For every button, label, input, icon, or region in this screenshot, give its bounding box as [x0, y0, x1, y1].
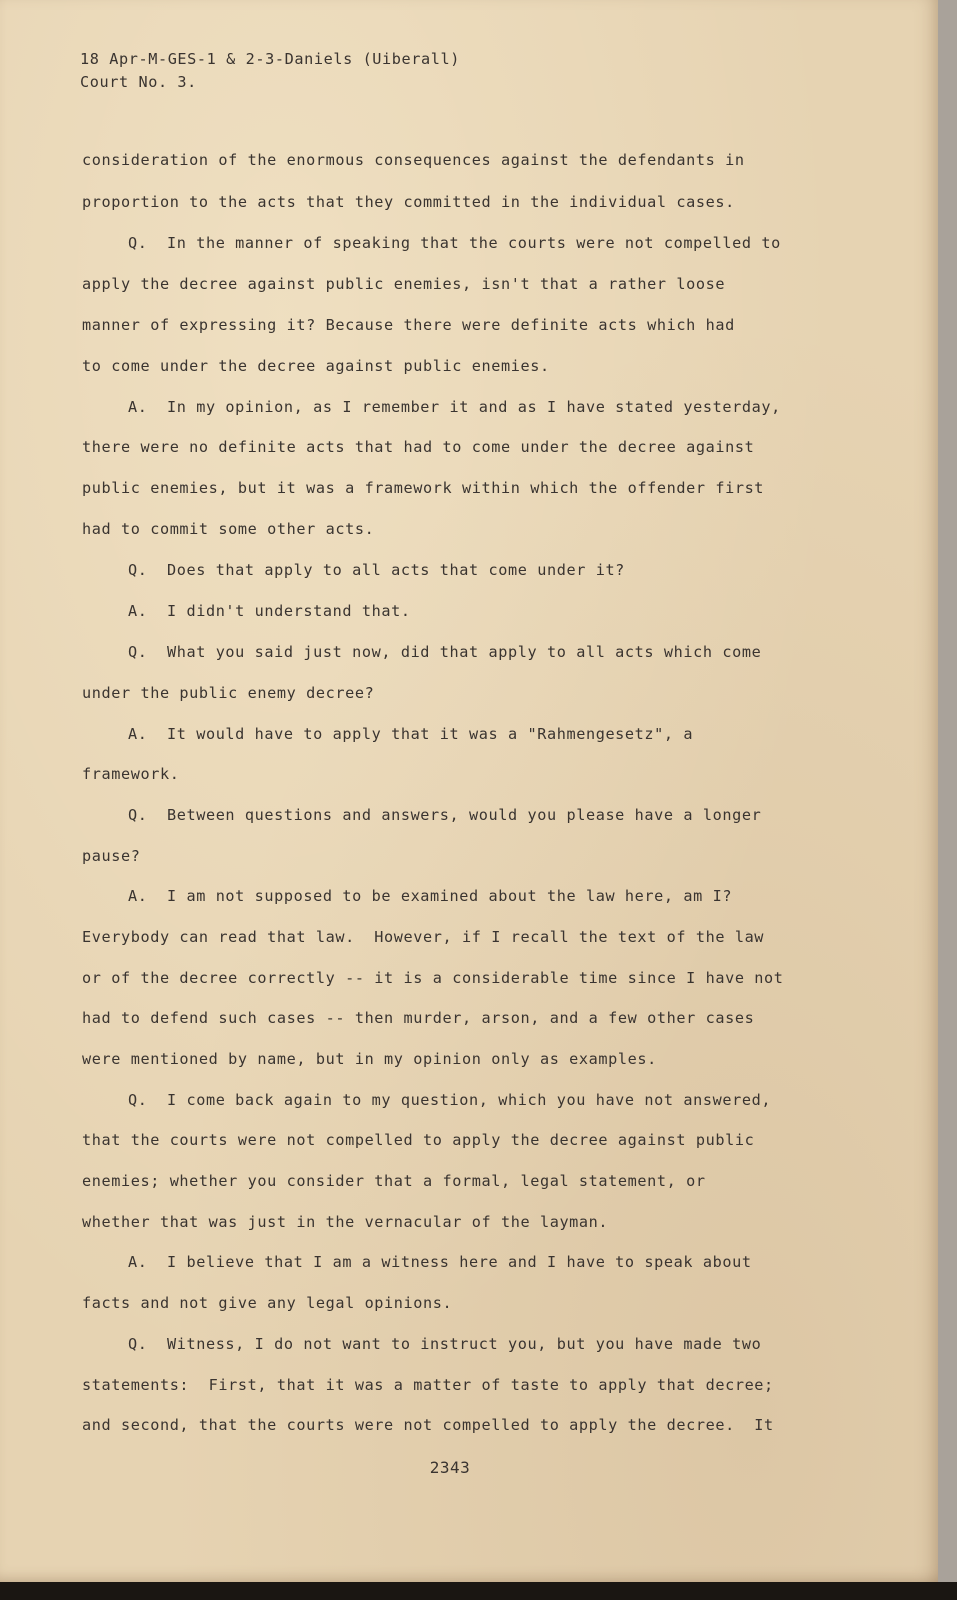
text-line: apply the decree against public enemies, isn't that a rather loose [82, 275, 726, 293]
text-line: had to commit some other acts. [82, 520, 375, 538]
text-line: proportion to the acts that they committed in the individual cases. [82, 193, 735, 211]
question-line: Q. In the manner of speaking that the courts were not compelled to [128, 234, 781, 252]
question-line: Q. What you said just now, did that apply to all acts which come [128, 643, 762, 661]
text-line: under the public enemy decree? [82, 684, 375, 702]
text-line: there were no definite acts that had to come under the decree against [82, 438, 755, 456]
answer-line: A. I am not supposed to be examined about the law here, am I? [128, 887, 733, 905]
text-line: consideration of the enormous consequences against the defendants in [82, 151, 745, 169]
text-line: whether that was just in the vernacular of the layman. [82, 1213, 609, 1231]
text-line: that the courts were not compelled to apply the decree against public [82, 1131, 755, 1149]
answer-line: A. It would have to apply that it was a "Rahmengesetz", a [128, 725, 694, 743]
answer-line: A. In my opinion, as I remember it and as I have stated yesterday, [128, 398, 781, 416]
text-line: Everybody can read that law. However, if I recall the text of the law [82, 928, 765, 946]
text-line: public enemies, but it was a framework within which the offender first [82, 479, 765, 497]
text-line: had to defend such cases -- then murder, arson, and a few other cases [82, 1009, 755, 1027]
text-line: and second, that the courts were not compelled to apply the decree. It [82, 1416, 774, 1434]
text-line: enemies; whether you consider that a formal, legal statement, or [82, 1172, 706, 1190]
question-line: Q. Witness, I do not want to instruct you, but you have made two [128, 1335, 762, 1353]
text-line: were mentioned by name, but in my opinion only as examples. [82, 1050, 657, 1068]
scan-edge-right [938, 0, 957, 1600]
question-line: Q. I come back again to my question, which you have not answered, [128, 1091, 772, 1109]
question-line: Q. Between questions and answers, would you please have a longer [128, 806, 762, 824]
text-line: to come under the decree against public enemies. [82, 357, 550, 375]
answer-line: A. I believe that I am a witness here and I have to speak about [128, 1253, 752, 1271]
text-line: pause? [82, 847, 141, 865]
text-line: statements: First, that it was a matter of taste to apply that decree; [82, 1376, 774, 1394]
text-line: or of the decree correctly -- it is a considerable time since I have not [82, 969, 784, 987]
answer-line: A. I didn't understand that. [128, 602, 411, 620]
text-line: framework. [82, 765, 180, 783]
scan-edge-bottom [0, 1582, 957, 1600]
question-line: Q. Does that apply to all acts that come under it? [128, 561, 625, 579]
page-number: 2343 [429, 1458, 471, 1477]
header-line-2: Court No. 3. [80, 73, 197, 91]
text-line: manner of expressing it? Because there were definite acts which had [82, 316, 735, 334]
header-line-1: 18 Apr-M-GES-1 & 2-3-Daniels (Uiberall) [80, 50, 461, 68]
text-line: facts and not give any legal opinions. [82, 1294, 453, 1312]
